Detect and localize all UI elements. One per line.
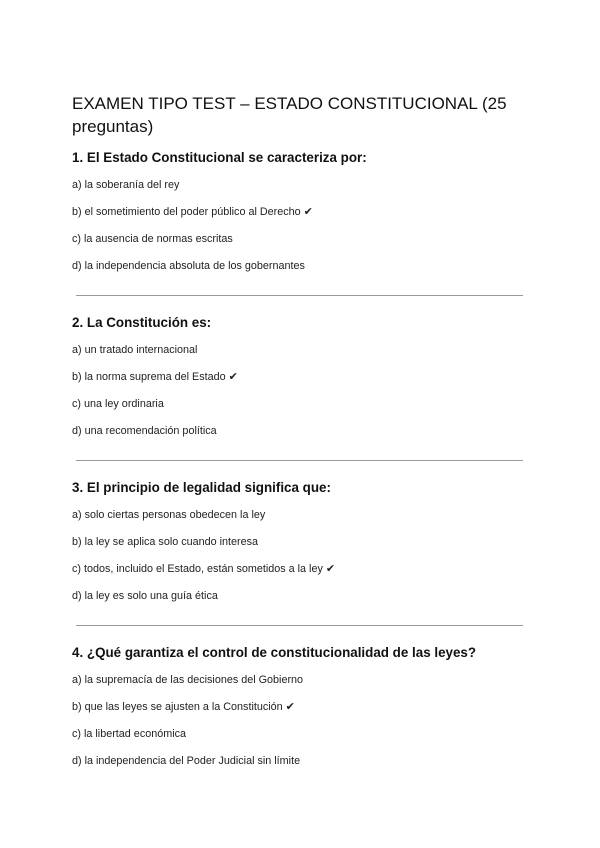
section-divider xyxy=(76,460,523,461)
question-2-title: 2. La Constitución es: xyxy=(72,315,212,330)
question-2-option-c: c) una ley ordinaria xyxy=(72,398,164,410)
question-1-title: 1. El Estado Constitucional se caracteriza por: xyxy=(72,150,367,165)
question-1-option-a: a) la soberanía del rey xyxy=(72,179,180,191)
question-1-option-b: b) el sometimiento del poder público al Derecho ✔ xyxy=(72,206,313,218)
question-3-option-b: b) la ley se aplica solo cuando interesa xyxy=(72,536,259,548)
question-4-title: 4. ¿Qué garantiza el control de constitucionalidad de las leyes? xyxy=(72,645,477,660)
question-4-option-a: a) la supremacía de las decisiones del Gobierno xyxy=(72,674,304,686)
section-divider xyxy=(76,295,523,296)
question-1-option-d: d) la independencia absoluta de los gobernantes xyxy=(72,260,305,272)
question-3-option-c: c) todos, incluido el Estado, están sometidos a la ley ✔ xyxy=(72,563,335,575)
question-2-option-a: a) un tratado internacional xyxy=(72,344,198,356)
question-3-option-d: d) la ley es solo una guía ética xyxy=(72,590,218,602)
question-1-option-c: c) la ausencia de normas escritas xyxy=(72,233,233,245)
question-3-option-a: a) solo ciertas personas obedecen la ley xyxy=(72,509,266,521)
document-title: EXAMEN TIPO TEST – ESTADO CONSTITUCIONAL (25 preguntas) xyxy=(72,94,507,136)
question-4-option-c: c) la libertad económica xyxy=(72,728,187,740)
question-2-option-b: b) la norma suprema del Estado ✔ xyxy=(72,371,238,383)
question-2-option-d: d) una recomendación política xyxy=(72,425,217,437)
question-4-option-b: b) que las leyes se ajusten a la Constitución ✔ xyxy=(72,701,295,713)
question-4-option-d: d) la independencia del Poder Judicial sin límite xyxy=(72,755,301,767)
section-divider xyxy=(76,625,523,626)
question-3-title: 3. El principio de legalidad significa que: xyxy=(72,480,331,495)
